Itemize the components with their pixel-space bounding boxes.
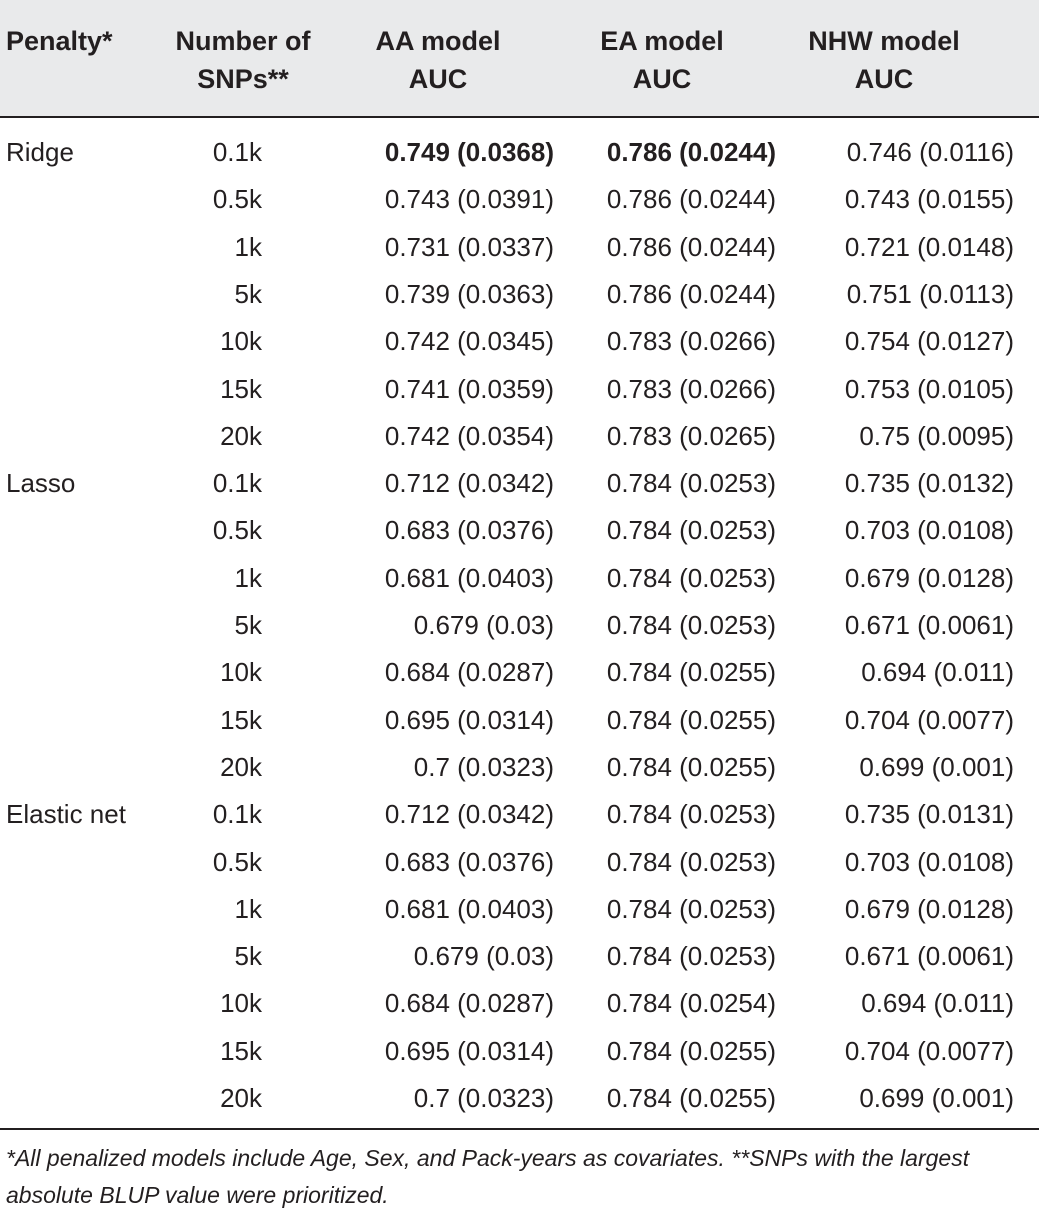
table-row — [0, 839, 1039, 886]
cell-ea-auc: 0.784 (0.0254) — [606, 988, 776, 1019]
cell-nhw-auc: 0.694 (0.011) — [861, 657, 1014, 688]
cell-aa-auc: 0.679 (0.03) — [413, 610, 554, 640]
cell-aa-auc: 0.683 (0.0376) — [384, 515, 554, 546]
cell-number-of-snps: 0.1k — [212, 468, 262, 499]
cell-ea-auc: 0.784 (0.0253) — [606, 893, 776, 924]
cell-nhw-auc: 0.703 (0.0108) — [844, 515, 1014, 546]
table-row — [0, 602, 1039, 649]
cell-ea-auc: 0.784 (0.0255) — [606, 657, 776, 688]
cell-ea-auc: 0.786 (0.0244) — [606, 278, 776, 309]
bottom-rule — [0, 1128, 1039, 1130]
cell-aa-auc: 0.731 (0.0337) — [384, 231, 554, 262]
cell-aa-auc: 0.683 (0.0376) — [384, 846, 554, 877]
cell-number-of-snps: 20k — [220, 751, 262, 782]
table-row — [0, 318, 1039, 365]
cell-ea-auc: 0.783 (0.0266) — [606, 326, 776, 357]
table-row — [0, 1028, 1039, 1075]
cell-ea-auc: 0.786 (0.0244) — [606, 184, 776, 215]
cell-nhw-auc: 0.743 (0.0155) — [844, 184, 1014, 215]
header-nhw-model-auc: NHW model AUC — [808, 26, 960, 94]
table-row — [0, 1075, 1039, 1122]
table-row — [0, 933, 1039, 980]
cell-aa-auc: 0.684 (0.0287) — [384, 988, 554, 1019]
cell-nhw-auc: 0.679 (0.0128) — [844, 562, 1014, 593]
cell-aa-auc: 0.712 (0.0342) — [384, 799, 554, 830]
cell-number-of-snps: 0.5k — [212, 846, 262, 877]
cell-nhw-auc: 0.753 (0.0105) — [844, 373, 1014, 404]
cell-nhw-auc: 0.75 (0.0095) — [859, 420, 1014, 451]
header-aa-model-auc: AA model AUC — [375, 26, 501, 94]
cell-nhw-auc: 0.671 (0.0061) — [844, 941, 1014, 972]
cell-nhw-auc: 0.671 (0.0061) — [844, 610, 1014, 640]
table-row — [0, 413, 1039, 460]
cell-ea-auc: 0.783 (0.0266) — [606, 373, 776, 404]
cell-number-of-snps: 1k — [234, 231, 262, 262]
cell-number-of-snps: 5k — [234, 610, 262, 640]
cell-aa-auc: 0.7 (0.0323) — [413, 1083, 554, 1113]
cell-number-of-snps: 10k — [220, 326, 262, 357]
cell-aa-auc: 0.681 (0.0403) — [384, 893, 554, 924]
cell-aa-auc: 0.742 (0.0345) — [384, 326, 554, 357]
cell-number-of-snps: 0.5k — [212, 515, 262, 546]
cell-number-of-snps: 1k — [234, 893, 262, 924]
cell-nhw-auc: 0.751 (0.0113) — [846, 278, 1014, 309]
cell-number-of-snps: 10k — [220, 988, 262, 1019]
cell-aa-auc: 0.695 (0.0314) — [384, 704, 554, 735]
header-penalty: Penalty* — [6, 26, 113, 56]
cell-nhw-auc: 0.746 (0.0116) — [846, 137, 1014, 167]
cell-aa-auc: 0.742 (0.0354) — [384, 420, 554, 451]
table-row — [0, 744, 1039, 791]
cell-ea-auc: 0.784 (0.0255) — [606, 1083, 776, 1113]
cell-number-of-snps: 15k — [220, 373, 262, 404]
cell-nhw-auc: 0.703 (0.0108) — [844, 846, 1014, 877]
cell-aa-auc: 0.712 (0.0342) — [384, 468, 554, 499]
footnote: *All penalized models include Age, Sex, and Pack-years as covariates. **SNPs with the largest absolute BLUP value were prioritized. — [6, 1145, 970, 1208]
cell-ea-auc: 0.784 (0.0253) — [606, 846, 776, 877]
cell-aa-auc: 0.743 (0.0391) — [384, 184, 554, 215]
cell-ea-auc: 0.784 (0.0255) — [606, 1035, 776, 1066]
header-ea-model-auc: EA model AUC — [600, 26, 724, 94]
cell-aa-auc: 0.749 (0.0368) — [384, 137, 554, 167]
cell-ea-auc: 0.784 (0.0253) — [606, 610, 776, 640]
cell-nhw-auc: 0.735 (0.0131) — [844, 799, 1014, 830]
table-row — [0, 271, 1039, 318]
table-row — [0, 555, 1039, 602]
cell-nhw-auc: 0.679 (0.0128) — [844, 893, 1014, 924]
cell-aa-auc: 0.695 (0.0314) — [384, 1035, 554, 1066]
cell-aa-auc: 0.679 (0.03) — [413, 941, 554, 972]
cell-number-of-snps: 1k — [234, 562, 262, 593]
header-number-of-snps: Number of SNPs** — [175, 26, 311, 94]
table-row — [0, 129, 1039, 176]
cell-nhw-auc: 0.694 (0.011) — [861, 988, 1014, 1019]
cell-ea-auc: 0.783 (0.0265) — [606, 420, 776, 451]
table-row — [0, 980, 1039, 1027]
cell-ea-auc: 0.786 (0.0244) — [606, 137, 776, 167]
cell-number-of-snps: 15k — [220, 1035, 262, 1066]
header-rule — [0, 116, 1039, 118]
cell-nhw-auc: 0.699 (0.001) — [859, 751, 1014, 782]
cell-ea-auc: 0.784 (0.0255) — [606, 751, 776, 782]
cell-number-of-snps: 20k — [220, 1083, 262, 1113]
table-row — [0, 507, 1039, 554]
cell-aa-auc: 0.681 (0.0403) — [384, 562, 554, 593]
cell-nhw-auc: 0.735 (0.0132) — [844, 468, 1014, 499]
cell-ea-auc: 0.784 (0.0253) — [606, 799, 776, 830]
cell-aa-auc: 0.739 (0.0363) — [384, 278, 554, 309]
cell-nhw-auc: 0.754 (0.0127) — [844, 326, 1014, 357]
table-row — [0, 460, 1039, 507]
table-row — [0, 176, 1039, 223]
cell-number-of-snps: 0.1k — [212, 137, 262, 167]
cell-number-of-snps: 0.1k — [212, 799, 262, 830]
cell-penalty: Ridge — [6, 137, 74, 167]
cell-number-of-snps: 0.5k — [212, 184, 262, 215]
table-row — [0, 649, 1039, 696]
cell-penalty: Lasso — [6, 468, 76, 499]
cell-ea-auc: 0.784 (0.0255) — [606, 704, 776, 735]
cell-penalty: Elastic net — [6, 799, 126, 830]
cell-aa-auc: 0.741 (0.0359) — [384, 373, 554, 404]
table-row — [0, 791, 1039, 838]
cell-nhw-auc: 0.704 (0.0077) — [844, 1035, 1014, 1066]
cell-number-of-snps: 5k — [234, 941, 262, 972]
table-row — [0, 366, 1039, 413]
cell-nhw-auc: 0.699 (0.001) — [859, 1083, 1014, 1113]
cell-ea-auc: 0.784 (0.0253) — [606, 515, 776, 546]
cell-ea-auc: 0.784 (0.0253) — [606, 468, 776, 499]
table-row — [0, 697, 1039, 744]
cell-ea-auc: 0.786 (0.0244) — [606, 231, 776, 262]
cell-number-of-snps: 20k — [220, 420, 262, 451]
cell-nhw-auc: 0.721 (0.0148) — [844, 231, 1014, 262]
cell-number-of-snps: 10k — [220, 657, 262, 688]
cell-aa-auc: 0.684 (0.0287) — [384, 657, 554, 688]
cell-aa-auc: 0.7 (0.0323) — [413, 751, 554, 782]
table-row — [0, 886, 1039, 933]
cell-number-of-snps: 15k — [220, 704, 262, 735]
cell-ea-auc: 0.784 (0.0253) — [606, 562, 776, 593]
cell-number-of-snps: 5k — [234, 278, 262, 309]
cell-nhw-auc: 0.704 (0.0077) — [844, 704, 1014, 735]
cell-ea-auc: 0.784 (0.0253) — [606, 941, 776, 972]
table-row — [0, 224, 1039, 271]
